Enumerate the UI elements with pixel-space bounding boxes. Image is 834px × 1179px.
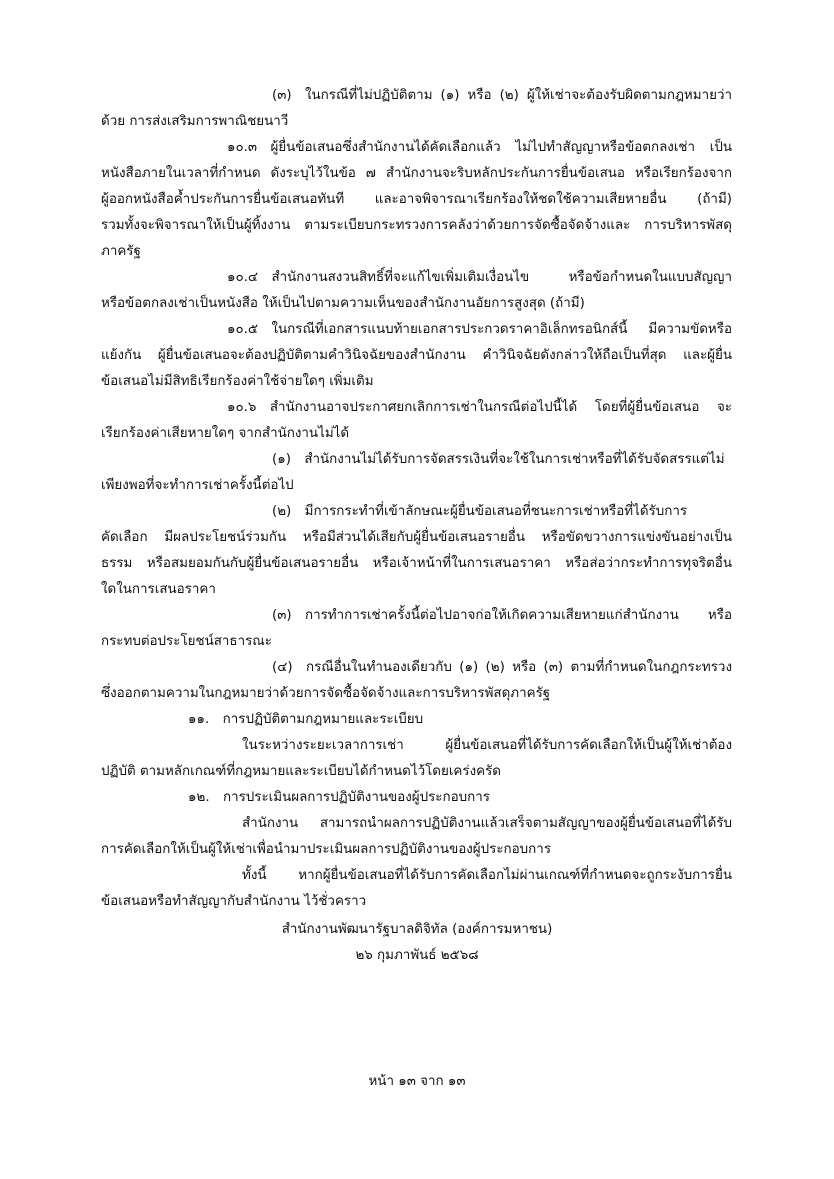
clause-10-6-sub2-line: (๒) มีการกระทำที่เข้าลักษณะผู้ยื่นข้อเสนอที่ชนะการเช่าหรือที่ได้รับการ (272, 504, 688, 519)
clause-10-5-line: ๑๐.๕ ในกรณีที่เอกสารแนบท้ายเอกสารประกวดราคาอิเล็กทรอนิกส์นี้ มีความขัดหรือ (227, 322, 732, 337)
clause-10-6-sub1-line: (๑) สำนักงานไม่ได้รับการจัดสรรเงินที่จะใช้ในการเช่าหรือที่ได้รับจัดสรรแต่ไม่ (272, 452, 725, 467)
clause-10-6-line: ๑๐.๖ สำนักงานอาจประกาศยกเลิกการเช่าในกรณีต่อไปนี้ได้ โดยที่ผู้ยื่นข้อเสนอ จะ (227, 400, 732, 415)
signature-organization: สำนักงานพัฒนารัฐบาลดิจิทัล (องค์การมหาชน) (281, 922, 553, 937)
clause-10-3-line: ภาครัฐ (101, 244, 141, 259)
section-12-line: ทั้งนี้ หากผู้ยื่นข้อเสนอที่ได้รับการคัดเลือกไม่ผ่านเกณฑ์ที่กำหนดจะถูกระงับการยื่น (242, 868, 732, 883)
section-12-line: การคัดเลือกให้เป็นผู้ให้เช่าเพื่อนำมาประเมินผลการปฏิบัติงานของผู้ประกอบการ (101, 842, 552, 857)
signature-date: ๒๖ กุมภาพันธ์ ๒๕๖๘ (355, 948, 479, 963)
clause-10-4-line: หรือข้อตกลงเช่าเป็นหนังสือ ให้เป็นไปตามความเห็นของสำนักงานอัยการสูงสุด (ถ้ามี) (101, 296, 585, 311)
clause-10-6-sub2-line: ธรรม หรือสมยอมกันกับผู้ยื่นข้อเสนอรายอื่น หรือเจ้าหน้าที่ในการเสนอราคา หรือส่อว่ากระทำการทุจริตอื่น (101, 556, 732, 571)
section-11-line: ในระหว่างระยะเวลาการเช่า ผู้ยื่นข้อเสนอที่ได้รับการคัดเลือกให้เป็นผู้ให้เช่าต้อง (242, 738, 732, 753)
clause-10-3-line: ผู้ออกหนังสือค้ำประกันการยื่นข้อเสนอทันที และอาจพิจารณาเรียกร้องให้ชดใช้ความเสียหายอื่น (ถ้ามี) (101, 192, 732, 207)
clause-10-2-3-line: ด้วย การส่งเสริมการพาณิชยนาวี (101, 114, 289, 129)
clause-10-6-line: เรียกร้องค่าเสียหายใดๆ จากสำนักงานไม่ได้ (101, 426, 350, 441)
clause-10-3-line: รวมทั้งจะพิจารณาให้เป็นผู้ทิ้งงาน ตามระเบียบกระทรวงการคลังว่าด้วยการจัดซื้อจัดจ้างและ การบริหารพัสดุ (101, 218, 732, 233)
clause-10-3-line: หนังสือภายในเวลาที่กำหนด ดังระบุไว้ในข้อ ๗ สำนักงานจะริบหลักประกันการยื่นข้อเสนอ หรือเรียกร้องจาก (101, 166, 732, 181)
clause-10-6-sub4-line: (๔) กรณีอื่นในทำนองเดียวกับ (๑) (๒) หรือ (๓) ตามที่กำหนดในกฎกระทรวง (272, 660, 732, 675)
clause-10-6-sub4-line: ซึ่งออกตามความในกฎหมายว่าด้วยการจัดซื้อจัดจ้างและการบริหารพัสดุภาครัฐ (101, 686, 551, 701)
section-11-line: ปฏิบัติ ตามหลักเกณฑ์ที่กฎหมายและระเบียบได้กำหนดไว้โดยเคร่งครัด (101, 764, 501, 779)
clause-10-6-sub2-line: ใดในการเสนอราคา (101, 582, 216, 597)
clause-10-4-line: ๑๐.๔ สำนักงานสงวนสิทธิ์ที่จะแก้ไขเพิ่มเติมเงื่อนไข หรือข้อกำหนดในแบบสัญญา (227, 270, 732, 285)
section-12-line: สำนักงาน สามารถนำผลการปฏิบัติงานแล้วเสร็จตามสัญญาของผู้ยื่นข้อเสนอที่ได้รับ (242, 816, 732, 831)
section-12-line: ข้อเสนอหรือทำสัญญากับสำนักงาน ไว้ชั่วคราว (101, 894, 367, 909)
clause-10-5-line: ข้อเสนอไม่มีสิทธิเรียกร้องค่าใช้จ่ายใดๆ เพิ่มเติม (101, 374, 374, 389)
section-11-heading: ๑๑. การปฏิบัติตามกฎหมายและระเบียบ (188, 712, 424, 727)
page-number: หน้า ๑๓ จาก ๑๓ (368, 1074, 466, 1089)
section-12-heading: ๑๒. การประเมินผลการปฏิบัติงานของผู้ประกอบการ (188, 790, 490, 805)
clause-10-6-sub2-line: คัดเลือก มีผลประโยชน์ร่วมกัน หรือมีส่วนได้เสียกับผู้ยื่นข้อเสนอรายอื่น หรือขัดขวางการแข่งขันอย่างเป็น (101, 530, 732, 545)
clause-10-6-sub3-line: กระทบต่อประโยชน์สาธารณะ (101, 634, 272, 649)
clause-10-5-line: แย้งกัน ผู้ยื่นข้อเสนอจะต้องปฏิบัติตามคำวินิจฉัยของสำนักงาน คำวินิจฉัยดังกล่าวให้ถือเป็นที่สุด และผู้ยื่น (101, 348, 732, 363)
clause-10-2-3-line: (๓) ในกรณีที่ไม่ปฏิบัติตาม (๑) หรือ (๒) ผู้ให้เช่าจะต้องรับผิดตามกฎหมายว่า (272, 88, 732, 103)
clause-10-6-sub3-line: (๓) การทำการเช่าครั้งนี้ต่อไปอาจก่อให้เกิดความเสียหายแก่สำนักงาน หรือ (272, 608, 732, 623)
clause-10-6-sub1-line: เพียงพอที่จะทำการเช่าครั้งนี้ต่อไป (101, 478, 294, 493)
clause-10-3-line: ๑๐.๓ ผู้ยื่นข้อเสนอซึ่งสำนักงานได้คัดเลือกแล้ว ไม่ไปทำสัญญาหรือข้อตกลงเช่า เป็น (227, 140, 732, 155)
